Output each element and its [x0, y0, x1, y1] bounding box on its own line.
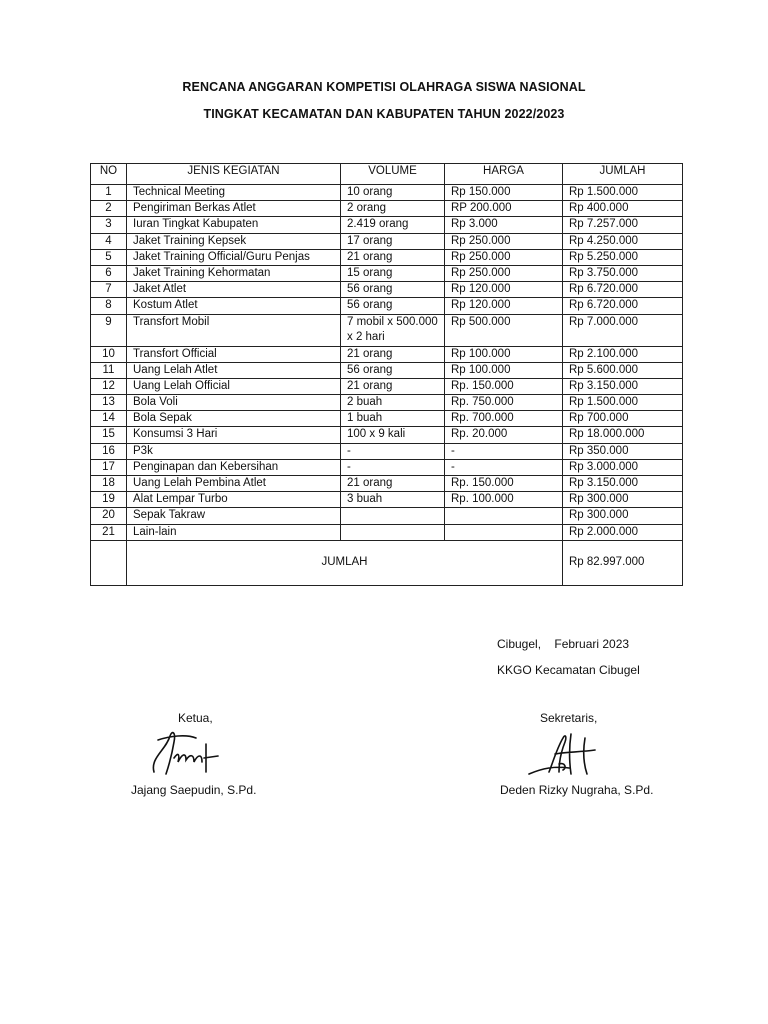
row-jenis-kegiatan: Kostum Atlet — [127, 298, 341, 314]
sekretaris-name: Deden Rizky Nugraha, S.Pd. — [500, 783, 654, 797]
row-harga: - — [445, 443, 563, 459]
row-volume: 21 orang — [341, 249, 445, 265]
document-title: RENCANA ANGGARAN KOMPETISI OLAHRAGA SISWA NASIONAL — [182, 80, 586, 94]
row-no: 19 — [91, 492, 127, 508]
row-no: 17 — [91, 459, 127, 475]
row-harga: Rp 500.000 — [445, 314, 563, 346]
row-jenis-kegiatan: Uang Lelah Atlet — [127, 362, 341, 378]
row-volume: 2.419 orang — [341, 217, 445, 233]
table-row — [91, 233, 683, 249]
row-jumlah: Rp 350.000 — [563, 443, 683, 459]
row-jumlah: Rp 300.000 — [563, 508, 683, 524]
row-jenis-kegiatan: Technical Meeting — [127, 185, 341, 201]
row-jumlah: Rp 3.000.000 — [563, 459, 683, 475]
document-subtitle: TINGKAT KECAMATAN DAN KABUPATEN TAHUN 2022/2023 — [203, 107, 565, 121]
header-harga: HARGA — [445, 164, 563, 185]
row-no: 7 — [91, 282, 127, 298]
row-no: 6 — [91, 265, 127, 281]
row-volume: - — [341, 443, 445, 459]
row-no: 2 — [91, 201, 127, 217]
row-no: 11 — [91, 362, 127, 378]
row-harga: RP 200.000 — [445, 201, 563, 217]
row-jumlah: Rp 1.500.000 — [563, 395, 683, 411]
row-volume: 21 orang — [341, 378, 445, 394]
row-jenis-kegiatan: Konsumsi 3 Hari — [127, 427, 341, 443]
row-harga: Rp 100.000 — [445, 362, 563, 378]
row-volume: 56 orang — [341, 282, 445, 298]
row-volume — [341, 508, 445, 524]
header-jumlah: JUMLAH — [563, 164, 683, 185]
row-jenis-kegiatan: Iuran Tingkat Kabupaten — [127, 217, 341, 233]
row-jumlah: Rp 6.720.000 — [563, 298, 683, 314]
table-row — [91, 201, 683, 217]
row-no: 13 — [91, 395, 127, 411]
row-harga: Rp. 150.000 — [445, 476, 563, 492]
row-volume: 56 orang — [341, 298, 445, 314]
row-jumlah: Rp 4.250.000 — [563, 233, 683, 249]
table-row — [91, 411, 683, 427]
row-jumlah: Rp 3.150.000 — [563, 378, 683, 394]
row-volume: 56 orang — [341, 362, 445, 378]
row-jumlah: Rp 7.000.000 — [563, 314, 683, 346]
table-row — [91, 249, 683, 265]
total-value: Rp 82.997.000 — [563, 540, 683, 585]
row-jumlah: Rp 3.750.000 — [563, 265, 683, 281]
row-harga: Rp. 150.000 — [445, 378, 563, 394]
row-harga: Rp 250.000 — [445, 249, 563, 265]
row-harga: Rp 150.000 — [445, 185, 563, 201]
row-jenis-kegiatan: Lain-lain — [127, 524, 341, 540]
organization-name: KKGO Kecamatan Cibugel — [497, 663, 640, 677]
sekretaris-role: Sekretaris, — [540, 711, 598, 725]
row-volume: 3 buah — [341, 492, 445, 508]
place-date: Cibugel, Februari 2023 — [497, 637, 630, 651]
row-harga: Rp. 750.000 — [445, 395, 563, 411]
table-row — [91, 492, 683, 508]
total-label: JUMLAH — [127, 540, 563, 585]
table-row — [91, 476, 683, 492]
row-no: 9 — [91, 314, 127, 346]
row-harga — [445, 524, 563, 540]
row-no: 16 — [91, 443, 127, 459]
table-row — [91, 524, 683, 540]
table-row — [91, 217, 683, 233]
ketua-role: Ketua, — [178, 711, 213, 725]
row-no: 10 — [91, 346, 127, 362]
row-jenis-kegiatan: Alat Lempar Turbo — [127, 492, 341, 508]
row-jumlah: Rp 300.000 — [563, 492, 683, 508]
row-harga — [445, 508, 563, 524]
row-no: 8 — [91, 298, 127, 314]
header-no: NO — [91, 164, 127, 185]
row-jumlah: Rp 6.720.000 — [563, 282, 683, 298]
row-jenis-kegiatan: Transfort Mobil — [127, 314, 341, 346]
row-jumlah: Rp 18.000.000 — [563, 427, 683, 443]
row-jumlah: Rp 5.600.000 — [563, 362, 683, 378]
table-row — [91, 362, 683, 378]
row-no: 20 — [91, 508, 127, 524]
row-volume: 1 buah — [341, 411, 445, 427]
table-row — [91, 427, 683, 443]
row-no: 14 — [91, 411, 127, 427]
row-jenis-kegiatan: Uang Lelah Pembina Atlet — [127, 476, 341, 492]
row-harga: Rp. 100.000 — [445, 492, 563, 508]
row-no: 5 — [91, 249, 127, 265]
total-row — [91, 540, 683, 585]
row-no: 15 — [91, 427, 127, 443]
row-no: 1 — [91, 185, 127, 201]
table-row — [91, 185, 683, 201]
row-jenis-kegiatan: Uang Lelah Official — [127, 378, 341, 394]
row-volume — [341, 524, 445, 540]
row-jenis-kegiatan: Jaket Training Kehormatan — [127, 265, 341, 281]
row-jenis-kegiatan: P3k — [127, 443, 341, 459]
sekretaris-signature — [525, 728, 605, 780]
row-jenis-kegiatan: Pengiriman Berkas Atlet — [127, 201, 341, 217]
row-volume: 15 orang — [341, 265, 445, 281]
row-harga: Rp. 700.000 — [445, 411, 563, 427]
row-harga: Rp 100.000 — [445, 346, 563, 362]
row-jenis-kegiatan: Sepak Takraw — [127, 508, 341, 524]
row-volume: 21 orang — [341, 346, 445, 362]
row-no: 12 — [91, 378, 127, 394]
row-jenis-kegiatan: Bola Sepak — [127, 411, 341, 427]
row-jumlah: Rp 5.250.000 — [563, 249, 683, 265]
row-jumlah: Rp 1.500.000 — [563, 185, 683, 201]
row-jenis-kegiatan: Bola Voli — [127, 395, 341, 411]
row-harga: Rp 250.000 — [445, 233, 563, 249]
row-volume: 2 buah — [341, 395, 445, 411]
row-volume: 100 x 9 kali — [341, 427, 445, 443]
row-harga: Rp 3.000 — [445, 217, 563, 233]
row-volume: - — [341, 459, 445, 475]
row-harga: Rp. 20.000 — [445, 427, 563, 443]
row-volume: 10 orang — [341, 185, 445, 201]
table-row — [91, 508, 683, 524]
table-header-row — [91, 164, 683, 185]
row-jumlah: Rp 700.000 — [563, 411, 683, 427]
budget-table — [90, 163, 683, 586]
row-no: 18 — [91, 476, 127, 492]
table-row — [91, 443, 683, 459]
table-row — [91, 395, 683, 411]
row-no: 4 — [91, 233, 127, 249]
row-jenis-kegiatan: Jaket Training Kepsek — [127, 233, 341, 249]
row-jenis-kegiatan: Jaket Training Official/Guru Penjas — [127, 249, 341, 265]
row-volume: 21 orang — [341, 476, 445, 492]
row-harga: - — [445, 459, 563, 475]
row-jenis-kegiatan: Transfort Official — [127, 346, 341, 362]
header-jenis-kegiatan: JENIS KEGIATAN — [127, 164, 341, 185]
row-jenis-kegiatan: Jaket Atlet — [127, 282, 341, 298]
row-harga: Rp 120.000 — [445, 282, 563, 298]
row-jenis-kegiatan: Penginapan dan Kebersihan — [127, 459, 341, 475]
table-row — [91, 346, 683, 362]
row-jumlah: Rp 3.150.000 — [563, 476, 683, 492]
table-row — [91, 265, 683, 281]
total-no-cell — [91, 540, 127, 585]
row-no: 3 — [91, 217, 127, 233]
ketua-name: Jajang Saepudin, S.Pd. — [131, 783, 257, 797]
row-jumlah: Rp 2.100.000 — [563, 346, 683, 362]
row-jumlah: Rp 7.257.000 — [563, 217, 683, 233]
row-volume: 7 mobil x 500.000 x 2 hari — [341, 314, 445, 346]
header-volume: VOLUME — [341, 164, 445, 185]
table-row — [91, 298, 683, 314]
table-row — [91, 459, 683, 475]
table-row — [91, 378, 683, 394]
row-harga: Rp 120.000 — [445, 298, 563, 314]
ketua-signature — [148, 728, 228, 780]
table-row — [91, 314, 683, 346]
row-jumlah: Rp 400.000 — [563, 201, 683, 217]
row-volume: 17 orang — [341, 233, 445, 249]
row-harga: Rp 250.000 — [445, 265, 563, 281]
row-no: 21 — [91, 524, 127, 540]
table-row — [91, 282, 683, 298]
row-jumlah: Rp 2.000.000 — [563, 524, 683, 540]
row-volume: 2 orang — [341, 201, 445, 217]
